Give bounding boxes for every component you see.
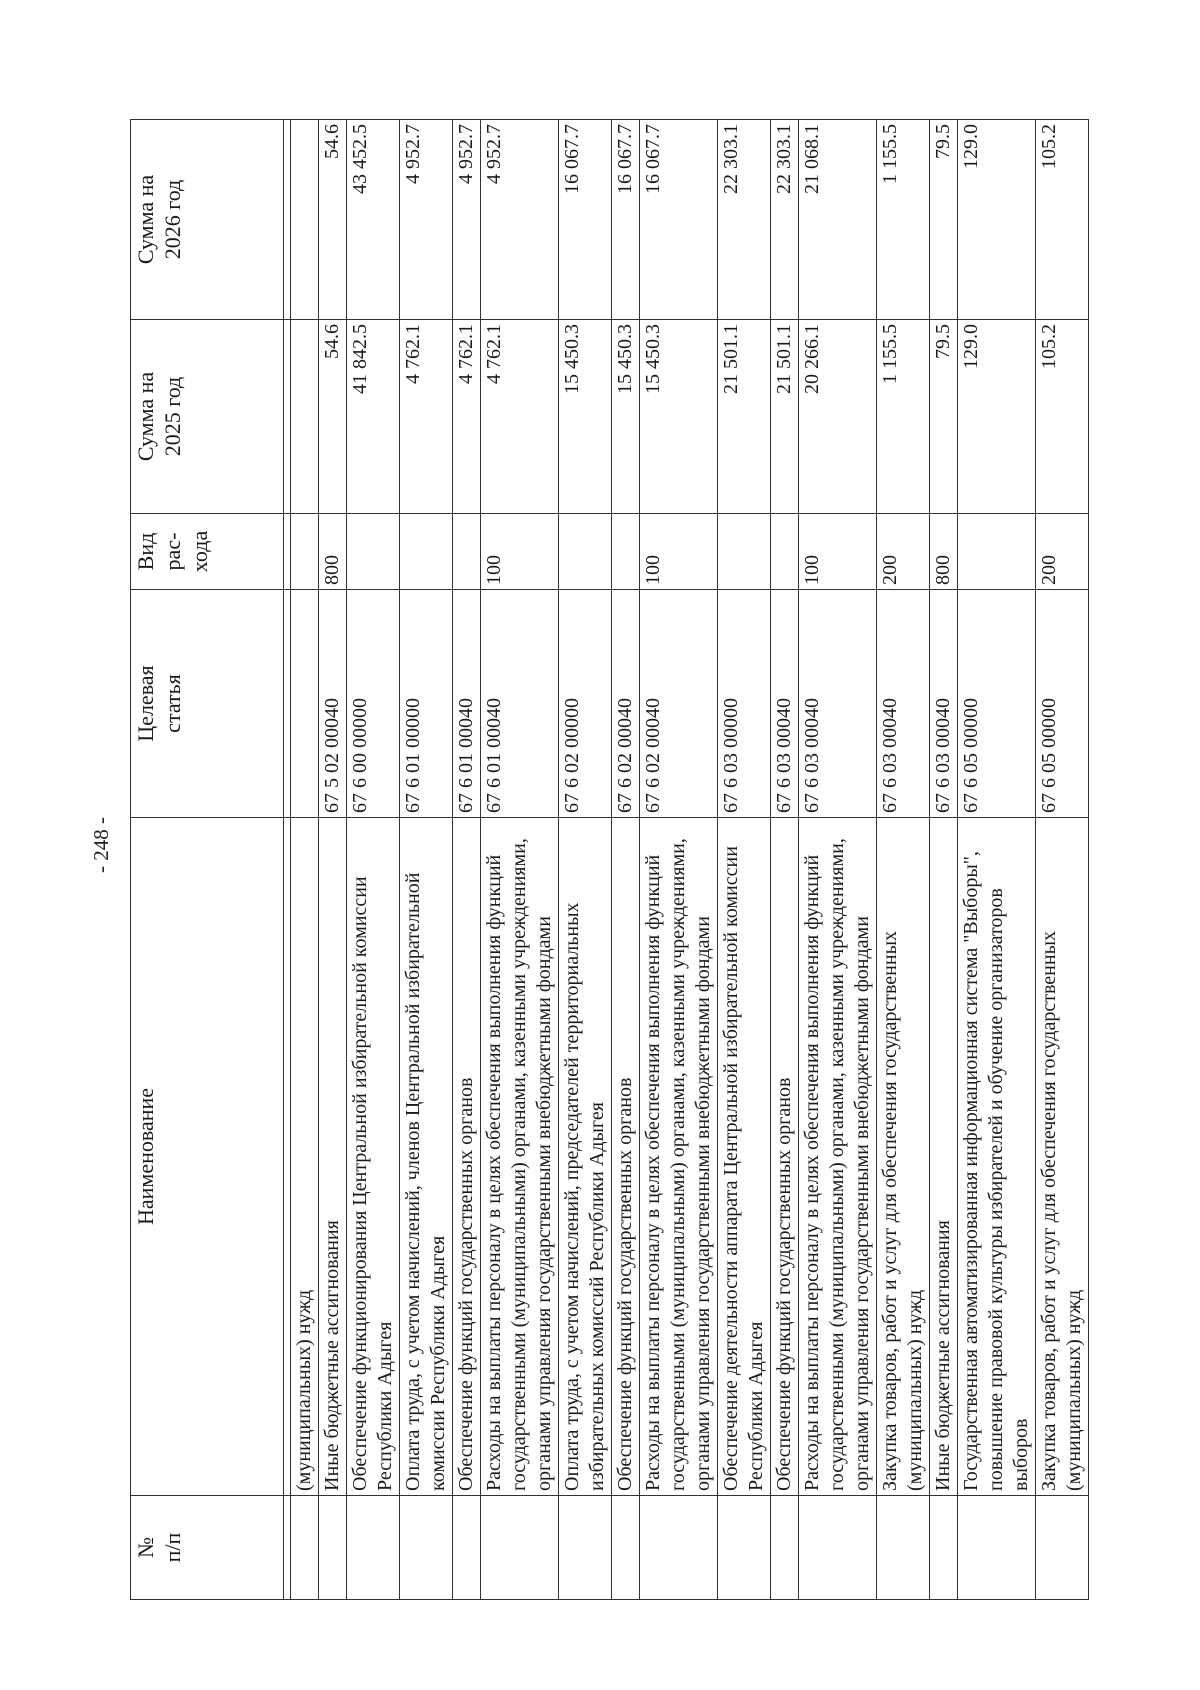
table-row [319, 120, 347, 1600]
row-type-cell [771, 514, 799, 590]
row-name-cell: Иные бюджетные ассигнования [319, 818, 347, 1496]
table-row [612, 120, 640, 1600]
row-code-cell: 67 6 03 00000 [718, 590, 771, 818]
row-sum-2025-cell: 21 501.1 [771, 320, 799, 514]
header-sum-2025: Сумма на 2025 год [131, 320, 284, 514]
row-type-cell [612, 514, 640, 590]
budget-table-container [130, 120, 1085, 1600]
row-number-cell [958, 1496, 1036, 1600]
row-sum-2025-cell [291, 320, 319, 514]
table-spacer-row [284, 120, 291, 1600]
table-row [930, 120, 958, 1600]
budget-table [130, 119, 1089, 1600]
table-row [640, 120, 718, 1600]
row-type-cell [291, 514, 319, 590]
row-number-cell [481, 1496, 559, 1600]
table-header-row [131, 120, 284, 1600]
row-sum-2026-cell: 16 067.7 [640, 120, 718, 320]
header-type: Вид рас- хода [131, 514, 284, 590]
table-row [347, 120, 400, 1600]
row-type-cell: 100 [481, 514, 559, 590]
row-code-cell [291, 590, 319, 818]
table-row [400, 120, 453, 1600]
row-number-cell [1036, 1496, 1089, 1600]
row-number-cell [291, 1496, 319, 1600]
row-number-cell [930, 1496, 958, 1600]
row-number-cell [718, 1496, 771, 1600]
row-sum-2026-cell: 43 452.5 [347, 120, 400, 320]
row-type-cell: 800 [930, 514, 958, 590]
row-type-cell [559, 514, 612, 590]
row-code-cell: 67 6 03 00040 [930, 590, 958, 818]
row-name-cell: Расходы на выплаты персоналу в целях обеспечения выполнения функций государственными (муниципальными) органами, казенными учреждениями, органами управления государственными внебюджетными фондами [640, 818, 718, 1496]
row-sum-2025-cell: 21 501.1 [718, 320, 771, 514]
table-row [453, 120, 481, 1600]
table-row [799, 120, 877, 1600]
table-cell [284, 818, 291, 1496]
row-type-cell [453, 514, 481, 590]
table-cell [284, 120, 291, 320]
row-sum-2025-cell: 4 762.1 [400, 320, 453, 514]
row-code-cell: 67 6 03 00040 [799, 590, 877, 818]
row-type-cell: 200 [877, 514, 930, 590]
header-sum-2026: Сумма на 2026 год [131, 120, 284, 320]
row-name-cell: Обеспечение функций государственных органов [612, 818, 640, 1496]
row-sum-2025-cell: 4 762.1 [481, 320, 559, 514]
row-sum-2025-cell: 15 450.3 [559, 320, 612, 514]
row-code-cell: 67 6 01 00040 [481, 590, 559, 818]
row-sum-2025-cell: 1 155.5 [877, 320, 930, 514]
row-code-cell: 67 5 02 00040 [319, 590, 347, 818]
row-sum-2026-cell: 22 303.1 [718, 120, 771, 320]
row-number-cell [559, 1496, 612, 1600]
row-type-cell: 200 [1036, 514, 1089, 590]
table-row [877, 120, 930, 1600]
row-number-cell [319, 1496, 347, 1600]
row-type-cell: 100 [640, 514, 718, 590]
row-number-cell [799, 1496, 877, 1600]
row-number-cell [612, 1496, 640, 1600]
row-type-cell [347, 514, 400, 590]
row-name-cell: Обеспечение деятельности аппарата Центральной избирательной комиссии Республики Адыгея [718, 818, 771, 1496]
row-sum-2026-cell [291, 120, 319, 320]
row-name-cell: Иные бюджетные ассигнования [930, 818, 958, 1496]
row-name-cell: Оплата труда, с учетом начислений, членов Центральной избирательной комиссии Республики Адыгея [400, 818, 453, 1496]
row-name-cell: Обеспечение функций государственных органов [453, 818, 481, 1496]
header-code: Целевая статья [131, 590, 284, 818]
table-cell [284, 514, 291, 590]
row-name-cell: Оплата труда, с учетом начислений, председателей территориальных избирательных комиссий Республики Адыгея [559, 818, 612, 1496]
table-cell [284, 1496, 291, 1600]
table-cell [284, 320, 291, 514]
row-number-cell [347, 1496, 400, 1600]
row-sum-2025-cell: 4 762.1 [453, 320, 481, 514]
row-name-cell: Закупка товаров, работ и услуг для обеспечения государственных (муниципальных) нужд [1036, 818, 1089, 1496]
row-code-cell: 67 6 05 00000 [1036, 590, 1089, 818]
row-sum-2025-cell: 54.6 [319, 320, 347, 514]
row-sum-2026-cell: 4 952.7 [453, 120, 481, 320]
row-number-cell [400, 1496, 453, 1600]
row-type-cell: 100 [799, 514, 877, 590]
header-num: № п/п [131, 1496, 284, 1600]
row-sum-2026-cell: 21 068.1 [799, 120, 877, 320]
row-name-cell: Закупка товаров, работ и услуг для обеспечения государственных (муниципальных) нужд [877, 818, 930, 1496]
table-body [284, 120, 1089, 1600]
row-sum-2026-cell: 4 952.7 [400, 120, 453, 320]
row-number-cell [877, 1496, 930, 1600]
row-code-cell: 67 6 03 00040 [771, 590, 799, 818]
row-name-cell: Расходы на выплаты персоналу в целях обеспечения выполнения функций государственными (муниципальными) органами, казенными учреждениями, органами управления государственными внебюджетными фондами [481, 818, 559, 1496]
row-code-cell: 67 6 02 00040 [612, 590, 640, 818]
row-code-cell: 67 6 03 00040 [877, 590, 930, 818]
row-type-cell: 800 [319, 514, 347, 590]
row-sum-2026-cell: 16 067.7 [612, 120, 640, 320]
row-type-cell [400, 514, 453, 590]
table-row [718, 120, 771, 1600]
row-sum-2026-cell: 22 303.1 [771, 120, 799, 320]
table-cell [284, 590, 291, 818]
row-name-cell: Расходы на выплаты персоналу в целях обеспечения выполнения функций государственными (муниципальными) органами, казенными учреждениями, органами управления государственными внебюджетными фондами [799, 818, 877, 1496]
row-sum-2026-cell: 16 067.7 [559, 120, 612, 320]
table-row [771, 120, 799, 1600]
row-type-cell [718, 514, 771, 590]
row-code-cell: 67 6 02 00040 [640, 590, 718, 818]
row-name-cell: Обеспечение функций государственных органов [771, 818, 799, 1496]
row-sum-2026-cell: 4 952.7 [481, 120, 559, 320]
row-sum-2026-cell: 54.6 [319, 120, 347, 320]
row-number-cell [453, 1496, 481, 1600]
row-name-cell: (муниципальных) нужд [291, 818, 319, 1496]
table-row [481, 120, 559, 1600]
row-number-cell [771, 1496, 799, 1600]
table-row [1036, 120, 1089, 1600]
row-number-cell [640, 1496, 718, 1600]
row-sum-2026-cell: 79.5 [930, 120, 958, 320]
row-sum-2025-cell: 79.5 [930, 320, 958, 514]
row-code-cell: 67 6 01 00040 [453, 590, 481, 818]
table-row [291, 120, 319, 1600]
row-sum-2026-cell: 1 155.5 [877, 120, 930, 320]
row-name-cell: Обеспечение функционирования Центральной избирательной комиссии Республики Адыгея [347, 818, 400, 1496]
row-sum-2025-cell: 41 842.5 [347, 320, 400, 514]
table-row [559, 120, 612, 1600]
row-sum-2025-cell: 20 266.1 [799, 320, 877, 514]
table-row [958, 120, 1036, 1600]
row-sum-2025-cell: 129.0 [958, 320, 1036, 514]
row-sum-2026-cell: 129.0 [958, 120, 1036, 320]
row-sum-2025-cell: 15 450.3 [612, 320, 640, 514]
row-name-cell: Государственная автоматизированная информационная система "Выборы", повышение правовой культуры избирателей и обучение организаторов выборов [958, 818, 1036, 1496]
row-code-cell: 67 6 02 00000 [559, 590, 612, 818]
row-code-cell: 67 6 00 00000 [347, 590, 400, 818]
page-number: - 248 - [89, 817, 113, 873]
header-name: Наименование [131, 818, 284, 1496]
row-sum-2025-cell: 105.2 [1036, 320, 1089, 514]
row-code-cell: 67 6 01 00000 [400, 590, 453, 818]
row-sum-2025-cell: 15 450.3 [640, 320, 718, 514]
row-type-cell [958, 514, 1036, 590]
row-code-cell: 67 6 05 00000 [958, 590, 1036, 818]
row-sum-2026-cell: 105.2 [1036, 120, 1089, 320]
